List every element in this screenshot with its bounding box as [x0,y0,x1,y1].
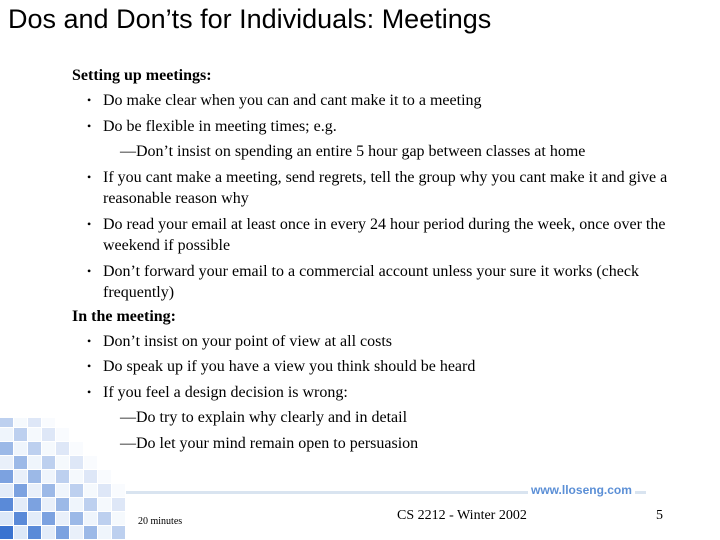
logo-cell [28,470,41,483]
logo-cell [28,484,41,497]
logo-cell [84,484,97,497]
logo-cell [56,498,69,511]
logo-cell [14,428,27,441]
logo-cell [98,470,111,483]
page-number: 5 [656,508,663,523]
logo-cell [42,484,55,497]
logo-cell [112,512,125,525]
footer-duration: 20 minutes [138,516,183,527]
logo-cell [14,456,27,469]
logo-cell [98,526,111,539]
logo-cell [28,498,41,511]
logo-cell [14,442,27,455]
logo-cell [0,512,13,525]
bullet-icon: • [87,384,92,399]
logo-cell [98,512,111,525]
logo-cell [42,456,55,469]
logo-cell [0,456,13,469]
logo-cell [14,484,27,497]
bullet-text: Do speak up if you have a view you think should be heard [103,358,476,375]
bullet-icon: • [87,118,92,133]
logo-cell [56,484,69,497]
logo-cell [28,428,41,441]
bullet-text: Do read your email at least once in every 24 hour period during the week, once over the weekend if possible [103,215,666,254]
bullet-icon: • [87,169,92,184]
sub-item: —Do let your mind remain open to persuasion [120,434,419,452]
logo-cell [14,512,27,525]
logo-cell [14,526,27,539]
logo-cell [28,512,41,525]
logo-cell [56,470,69,483]
bullet-item [72,382,702,404]
bullet-icon: • [87,359,92,373]
bullet-text: If you feel a design decision is wrong: [103,383,348,401]
logo-cell [28,456,41,469]
logo-cell [70,512,83,525]
logo-cell [14,498,27,511]
slide-content [72,66,702,454]
logo-cell [70,470,83,483]
bullet-text: Do be flexible in meeting times; e.g. [103,117,337,135]
logo-cell [42,470,55,483]
logo-cell [84,498,97,511]
checkered-grid-logo-icon [0,418,130,540]
bullet-item [72,214,702,257]
bullet-icon: • [87,263,92,278]
bullet-icon: • [87,216,92,231]
logo-cell [112,526,125,539]
footer-course: CS 2212 - Winter 2002 [397,508,527,523]
logo-cell [42,442,55,455]
logo-cell [112,484,125,497]
logo-cell [98,484,111,497]
logo-cell [84,512,97,525]
logo-cell [0,470,13,483]
bullet-item [72,261,702,304]
logo-cell [70,498,83,511]
bullet-text: Don’t insist on your point of view at all costs [103,332,393,350]
bullet-text: Don’t forward your email to a commercial account unless your sure it works (check frequently) [103,262,639,301]
logo-cell [70,456,83,469]
slide-title: Dos and Don’ts for Individuals: Meetings [8,4,492,34]
bullet-text: Do make clear when you can and cant make it to a meeting [103,92,482,109]
sub-item: —Do try to explain why clearly and in detail [120,409,408,426]
logo-cell [42,526,55,539]
logo-cell [98,498,111,511]
bullet-text: If you cant make a meeting, send regrets, tell the group why you cant make it and give a reasonable reason why [103,168,668,207]
bullet-item [72,167,702,210]
logo-cell [70,484,83,497]
logo-cell [0,526,13,539]
logo-cell [84,526,97,539]
logo-cell [0,484,13,497]
logo-cell [70,526,83,539]
logo-cell [112,498,125,511]
logo-cell [42,428,55,441]
logo-cell [56,428,69,441]
bullet-item [72,116,702,138]
logo-cell [70,442,83,455]
logo-cell [28,526,41,539]
logo-cell [0,428,13,441]
logo-cell [42,418,55,427]
logo-cell [28,418,41,427]
logo-cell [0,442,13,455]
section-heading-setup: Setting up meetings: [72,67,212,84]
logo-cell [14,470,27,483]
logo-cell [42,498,55,511]
logo-cell [56,442,69,455]
logo-cell [56,512,69,525]
sub-item: —Don’t insist on spending an entire 5 hour gap between classes at home [120,143,586,160]
website-link[interactable]: www.lloseng.com [528,483,635,497]
bullet-icon: • [87,333,92,348]
bullet-item [72,331,702,353]
logo-cell [14,418,27,427]
section-heading-meeting: In the meeting: [72,307,176,325]
logo-cell [56,456,69,469]
logo-cell [84,456,97,469]
logo-cell [28,442,41,455]
bullet-icon: • [87,93,92,107]
bullet-item [72,90,702,112]
logo-cell [0,418,13,427]
logo-cell [42,512,55,525]
logo-cell [0,498,13,511]
logo-cell [56,526,69,539]
logo-cell [84,470,97,483]
bullet-item [72,356,702,378]
